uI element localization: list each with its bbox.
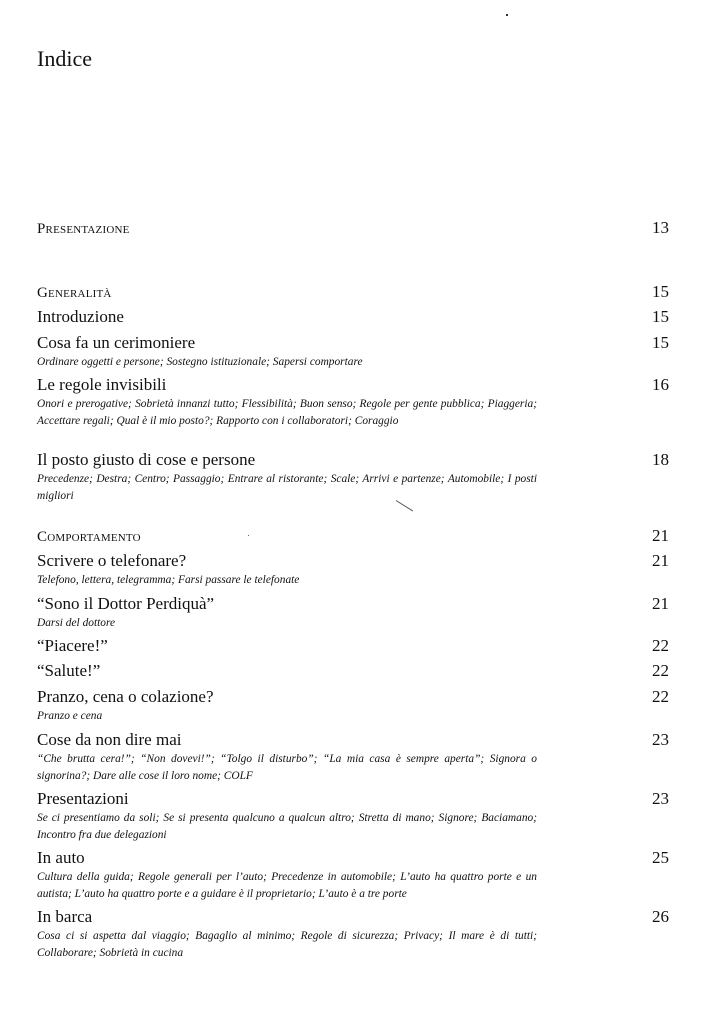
toc-entry-subtopics: Precedenze; Destra; Centro; Passaggio; Entrare al ristorante; Scale; Arrivi e partenze; Automobile; I posti migliori (37, 473, 537, 502)
toc-entry-subtopics: “Che brutta cera!”; “Non dovevi!”; “Tolgo il disturbo”; “La mia casa è sempre aperta”; Signora o signorina?; Dare alle cose il loro nome; COLF (37, 753, 537, 782)
toc-entry-title: “Piacere!” (37, 636, 108, 655)
toc-entry-subtopics: Pranzo e cena (37, 710, 103, 722)
toc-entry-subtopics: Telefono, lettera, telegramma; Farsi passare le telefonate (37, 574, 300, 586)
toc-page-number: 13 (652, 218, 669, 237)
toc-section (37, 217, 669, 240)
toc-entry (37, 635, 669, 657)
toc-entry-subtopics: Ordinare oggetti e persone; Sostegno istituzionale; Sapersi comportare (37, 356, 363, 368)
toc-entry-title: Introduzione (37, 307, 124, 326)
toc-page-number: 23 (652, 789, 669, 808)
toc-page-number: 22 (652, 687, 669, 706)
toc-entry-title: In auto (37, 848, 85, 867)
toc-entry-title: Cosa fa un cerimoniere (37, 333, 196, 352)
toc-entry (37, 593, 669, 632)
toc-entry (37, 847, 669, 903)
toc-page-number: 22 (652, 636, 669, 655)
toc-entry-title: Presentazioni (37, 789, 129, 808)
toc-page-number: 26 (652, 907, 669, 926)
toc-section (37, 281, 669, 304)
toc-section (37, 525, 669, 548)
toc-page-number: 15 (652, 282, 669, 301)
page-title: Indice (37, 46, 92, 71)
toc-entry-subtopics: Cultura della guida; Regole generali per l’auto; Precedenze in automobile; L’auto ha quattro porte e un autista; L’auto ha quattro porte e a guidare è il proprietario; L’auto è a tre porte (37, 871, 537, 900)
toc-entry (37, 686, 669, 725)
toc-page-number: 18 (652, 450, 669, 469)
toc-entry (37, 660, 669, 682)
toc-page-number: 21 (652, 551, 669, 570)
toc-entry-subtopics: Onori e prerogative; Sobrietà innanzi tutto; Flessibilità; Buon senso; Regole per gente pubblica; Piaggeria; Accettare regali; Qual è il mio posto?; Rapporto con i collaboratori; Coraggio (37, 398, 537, 427)
toc-entry-title: “Salute!” (37, 661, 101, 680)
toc-entry-title: Il posto giusto di cose e persone (37, 450, 256, 469)
toc-entry (37, 550, 669, 589)
toc-entry-title: In barca (37, 907, 93, 926)
toc-entry-subtopics: Darsi del dottore (37, 617, 116, 629)
toc-entry (37, 788, 669, 844)
toc-section-title: Generalità (37, 285, 112, 301)
toc-entry-subtopics: Se ci presentiamo da soli; Se si presenta qualcuno a qualcun altro; Stretta di mano; Signore; Baciamano; Incontro fra due delegazioni (37, 812, 537, 841)
toc-section-title: Comportamento (37, 529, 141, 545)
toc-page-number: 23 (652, 730, 669, 749)
toc-page-number: 22 (652, 661, 669, 680)
toc-section-title: Presentazione (37, 221, 130, 237)
toc-entry-title: “Sono il Dottor Perdiquà” (37, 594, 215, 613)
toc-entry-title: Pranzo, cena o colazione? (37, 687, 214, 706)
toc-entry-subtopics: Cosa ci si aspetta dal viaggio; Bagaglio al minimo; Regole di sicurezza; Privacy; Il mare è di tutti; Collaborare; Sobrietà in cucina (37, 930, 537, 959)
toc-entry (37, 306, 669, 328)
toc-page-number: 15 (652, 307, 669, 326)
toc-entry (37, 449, 669, 505)
toc-entry (37, 332, 669, 371)
toc-entry-title: Cose da non dire mai (37, 730, 182, 749)
toc-page-number: 16 (652, 375, 669, 394)
toc-entry-title: Scrivere o telefonare? (37, 551, 187, 570)
toc-entry (37, 906, 669, 962)
toc-entry-title: Le regole invisibili (37, 375, 167, 394)
toc-entry (37, 374, 669, 430)
scan-speck (506, 14, 508, 16)
toc-page-number: 21 (652, 526, 669, 545)
toc-page-number: 25 (652, 848, 669, 867)
toc-page-number: 21 (652, 594, 669, 613)
toc-entry (37, 729, 669, 785)
toc-page-number: 15 (652, 333, 669, 352)
